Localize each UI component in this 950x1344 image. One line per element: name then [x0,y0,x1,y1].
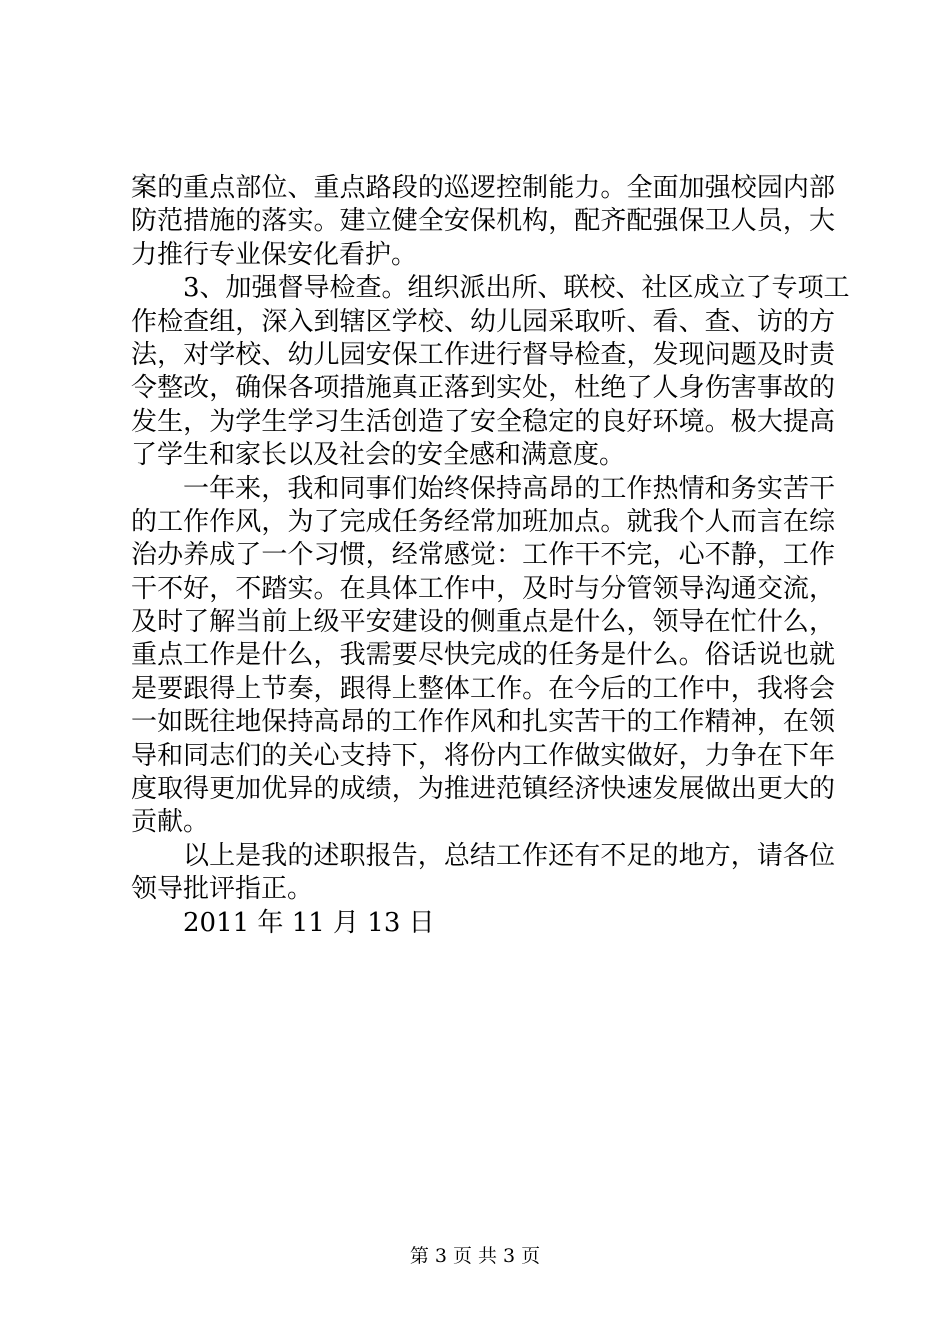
paragraph [131,473,835,840]
paragraph [131,840,835,907]
text-line: 发生，为学生学习生活创造了安全稳定的良好环境。极大提高 [131,406,835,437]
text-line: 作检查组，深入到辖区学校、幼儿园采取听、看、查、访的方 [131,306,835,337]
date-paragraph [131,907,835,940]
text-line: 度取得更加优异的成绩，为推进范镇经济快速发展做出更大的 [131,774,835,805]
text-line: 是要跟得上节奏，跟得上整体工作。在今后的工作中，我将会 [131,673,835,704]
text-line: 贡献。 [131,807,210,838]
text-line: 了学生和家长以及社会的安全感和满意度。 [131,440,626,471]
text-line: 及时了解当前上级平安建设的侧重点是什么，领导在忙什么， [131,607,835,638]
page-number: 第 3 页 共 3 页 [409,1245,541,1267]
text-line: 一年来，我和同事们始终保持高昂的工作热情和务实苦干 [183,473,835,504]
text-line: 3、加强督导检查。组织派出所、联校、社区成立了专项工 [183,273,850,304]
text-line: 以上是我的述职报告，总结工作还有不足的地方，请各位 [183,840,835,871]
document-body [131,172,850,940]
text-line: 案的重点部位、重点路段的巡逻控制能力。全面加强校园内部 [131,173,835,203]
text-line: 防范措施的落实。建立健全安保机构，配齐配强保卫人员，大 [131,206,835,237]
text-line: 治办养成了一个习惯，经常感觉：工作干不完，心不静，工作 [131,540,835,571]
text-line: 的工作作风，为了完成任务经常加班加点。就我个人而言在综 [131,506,835,537]
text-line: 重点工作是什么，我需要尽快完成的任务是什么。俗话说也就 [131,640,835,671]
text-line: 一如既往地保持高昂的工作作风和扎实苦干的工作精神，在领 [131,707,835,738]
text-line: 导和同志们的关心支持下，将份内工作做实做好，力争在下年 [131,740,835,771]
text-line: 干不好，不踏实。在具体工作中，及时与分管领导沟通交流， [131,573,835,604]
report-date: 2011 年 11 月 13 日 [183,907,435,938]
paragraph [131,172,835,272]
page-footer [0,1244,950,1268]
text-line: 力推行专业保安化看护。 [131,239,418,270]
paragraph [131,272,850,472]
text-line: 法，对学校、幼儿园安保工作进行督导检查，发现问题及时责 [131,339,835,370]
text-line: 令整改，确保各项措施真正落到实处，杜绝了人身伤害事故的 [131,373,835,404]
text-line: 领导批评指正。 [131,874,314,905]
